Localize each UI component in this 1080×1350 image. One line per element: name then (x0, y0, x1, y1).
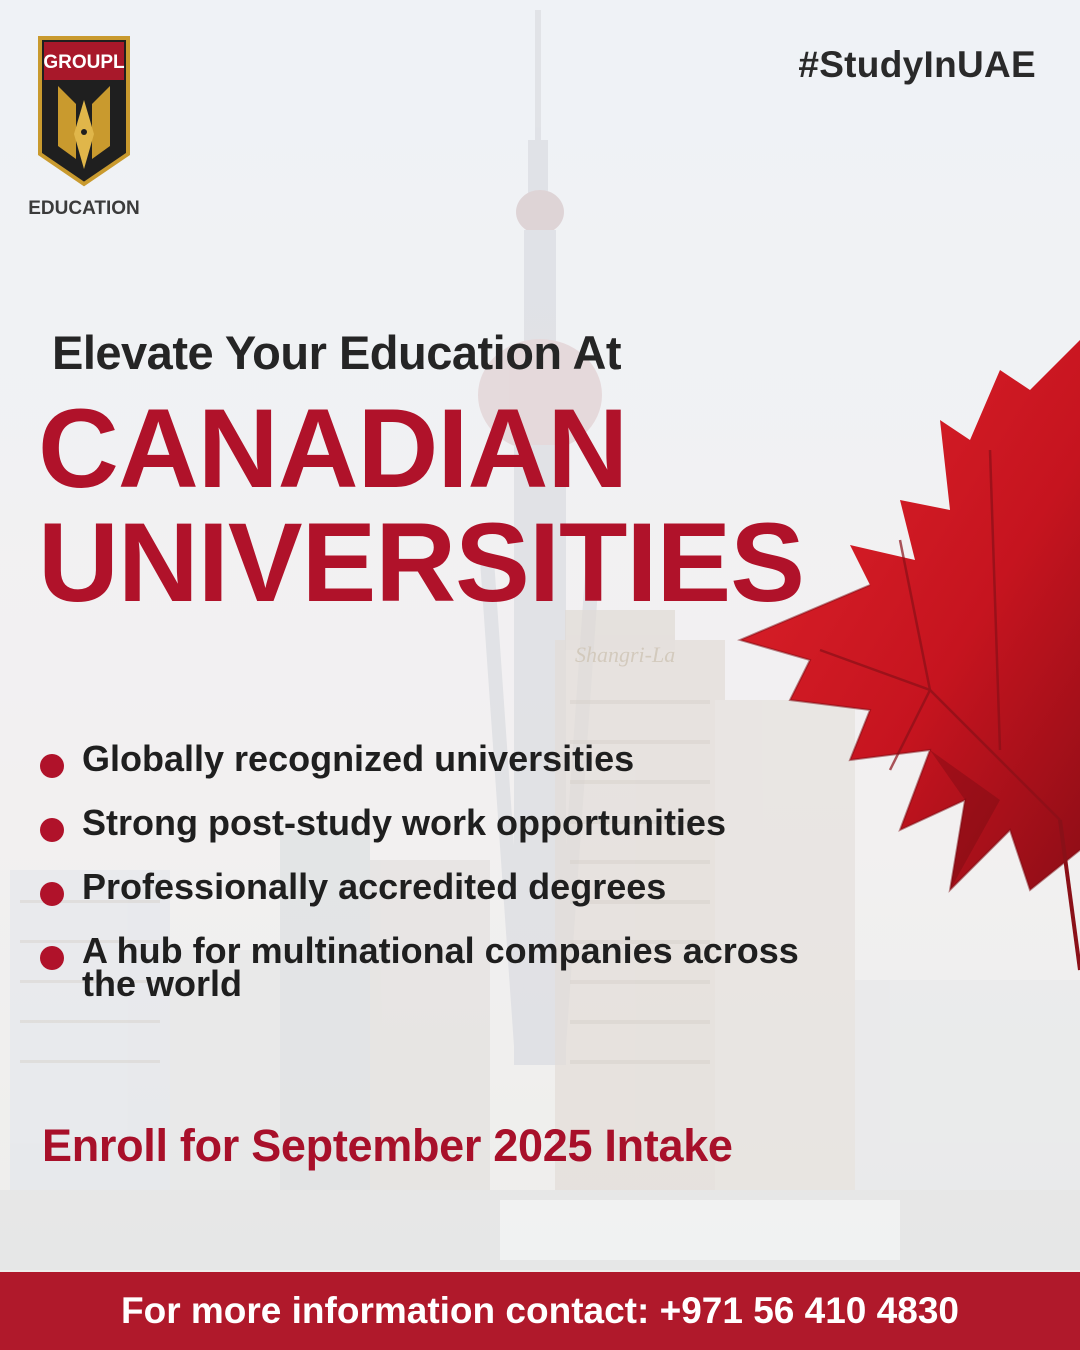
headline-line-1: CANADIAN (38, 386, 628, 511)
list-item-text: Globally recognized universities (82, 738, 635, 779)
logo-caption: EDUCATION (28, 198, 140, 219)
contact-text[interactable]: For more information contact: +971 56 410 4830 (121, 1290, 959, 1331)
list-item-text: A hub for multinational companies across the world (82, 930, 799, 1004)
building-sign: Shangri-La (575, 642, 676, 667)
hashtag: #StudyInUAE (798, 44, 1036, 85)
subheadline: Elevate Your Education At (52, 326, 622, 379)
bullet-dot-icon (40, 754, 64, 778)
logo-text: GROUPL (43, 52, 125, 73)
enroll-callout: Enroll for September 2025 Intake (42, 1120, 733, 1171)
bullet-dot-icon (40, 818, 64, 842)
feature-list (40, 738, 820, 1004)
list-item (40, 738, 820, 779)
headline-line-2: UNIVERSITIES (38, 500, 804, 625)
list-item-text: Professionally accredited degrees (82, 866, 667, 907)
list-item (40, 866, 820, 907)
list-item (40, 930, 820, 1004)
bullet-dot-icon (40, 946, 64, 970)
contact-footer (0, 1272, 1080, 1350)
list-item-text: Strong post-study work opportunities (82, 802, 726, 843)
bullet-dot-icon (40, 882, 64, 906)
list-item (40, 802, 820, 843)
groupl-logo-icon (28, 34, 140, 224)
headline (38, 386, 804, 625)
